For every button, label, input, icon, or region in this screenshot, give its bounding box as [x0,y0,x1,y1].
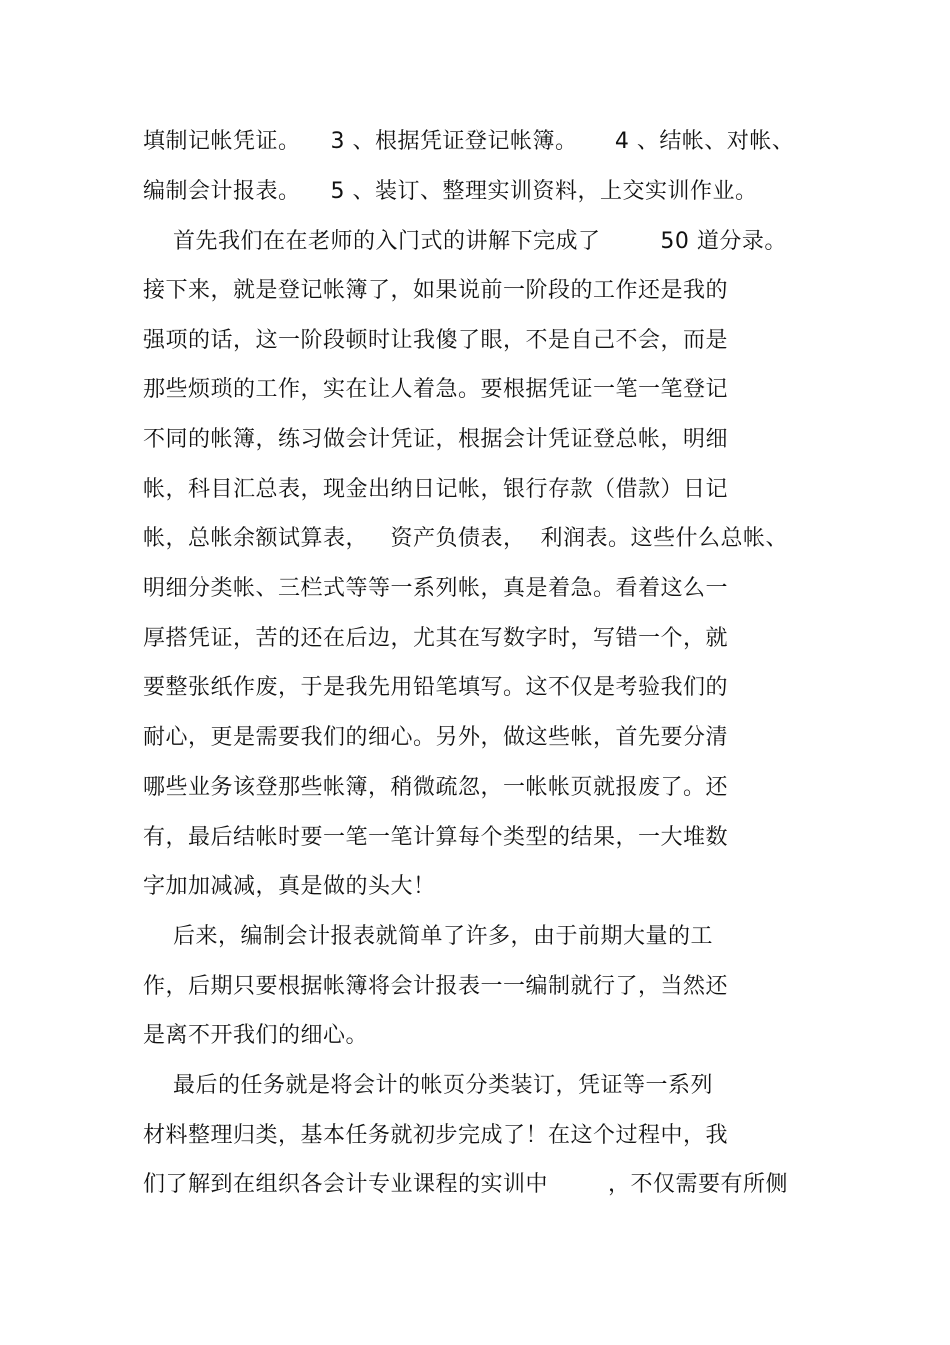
text-line: 帐，总帐余额试算表， 资产负债表， 利润表。这些什么总帐、 [143,526,788,551]
text-line: 填制记帐凭证。 3 、根据凭证登记帐簿。 4 、结帐、对帐、 [143,129,795,154]
text-line: 要整张纸作废，于是我先用铅笔填写。这不仅是考验我们的 [143,675,729,700]
text-line: 帐，科目汇总表，现金出纳日记帐，银行存款（借款）日记 [143,477,729,502]
text-line: 材料整理归类，基本任务就初步完成了！在这个过程中，我 [143,1123,729,1148]
text-line: 最后的任务就是将会计的帐页分类装订，凭证等一系列 [143,1073,713,1098]
text-line: 编制会计报表。 5 、装订、整理实训资料，上交实训作业。 [143,179,758,204]
text-line: 接下来，就是登记帐簿了，如果说前一阶段的工作还是我的 [143,278,729,303]
text-line: 字加加减减，真是做的头大！ [143,874,436,899]
text-line: 不同的帐簿，练习做会计凭证，根据会计凭证登总帐，明细 [143,427,729,452]
text-line: 是离不开我们的细心。 [143,1023,369,1048]
text-line: 有，最后结帐时要一笔一笔计算每个类型的结果，一大堆数 [143,825,729,850]
text-line: 明细分类帐、三栏式等等一系列帐，真是着急。看着这么一 [143,576,729,601]
text-line: 作，后期只要根据帐簿将会计报表一一编制就行了，当然还 [143,974,729,999]
text-line: 耐心，更是需要我们的细心。另外，做这些帐，首先要分清 [143,725,729,750]
text-line: 厚搭凭证，苦的还在后边，尤其在写数字时，写错一个，就 [143,626,729,651]
text-line: 那些烦琐的工作，实在让人着急。要根据凭证一笔一笔登记 [143,377,729,402]
text-line: 后来，编制会计报表就简单了许多，由于前期大量的工 [143,924,713,949]
text-line: 们了解到在组织各会计专业课程的实训中 ，不仅需要有所侧 [143,1172,788,1197]
text-line: 哪些业务该登那些帐簿，稍微疏忽，一帐帐页就报废了。还 [143,775,729,800]
text-line: 首先我们在在老师的入门式的讲解下完成了 50 道分录。 [143,229,787,254]
text-line: 强项的话，这一阶段顿时让我傻了眼，不是自己不会，而是 [143,328,729,353]
